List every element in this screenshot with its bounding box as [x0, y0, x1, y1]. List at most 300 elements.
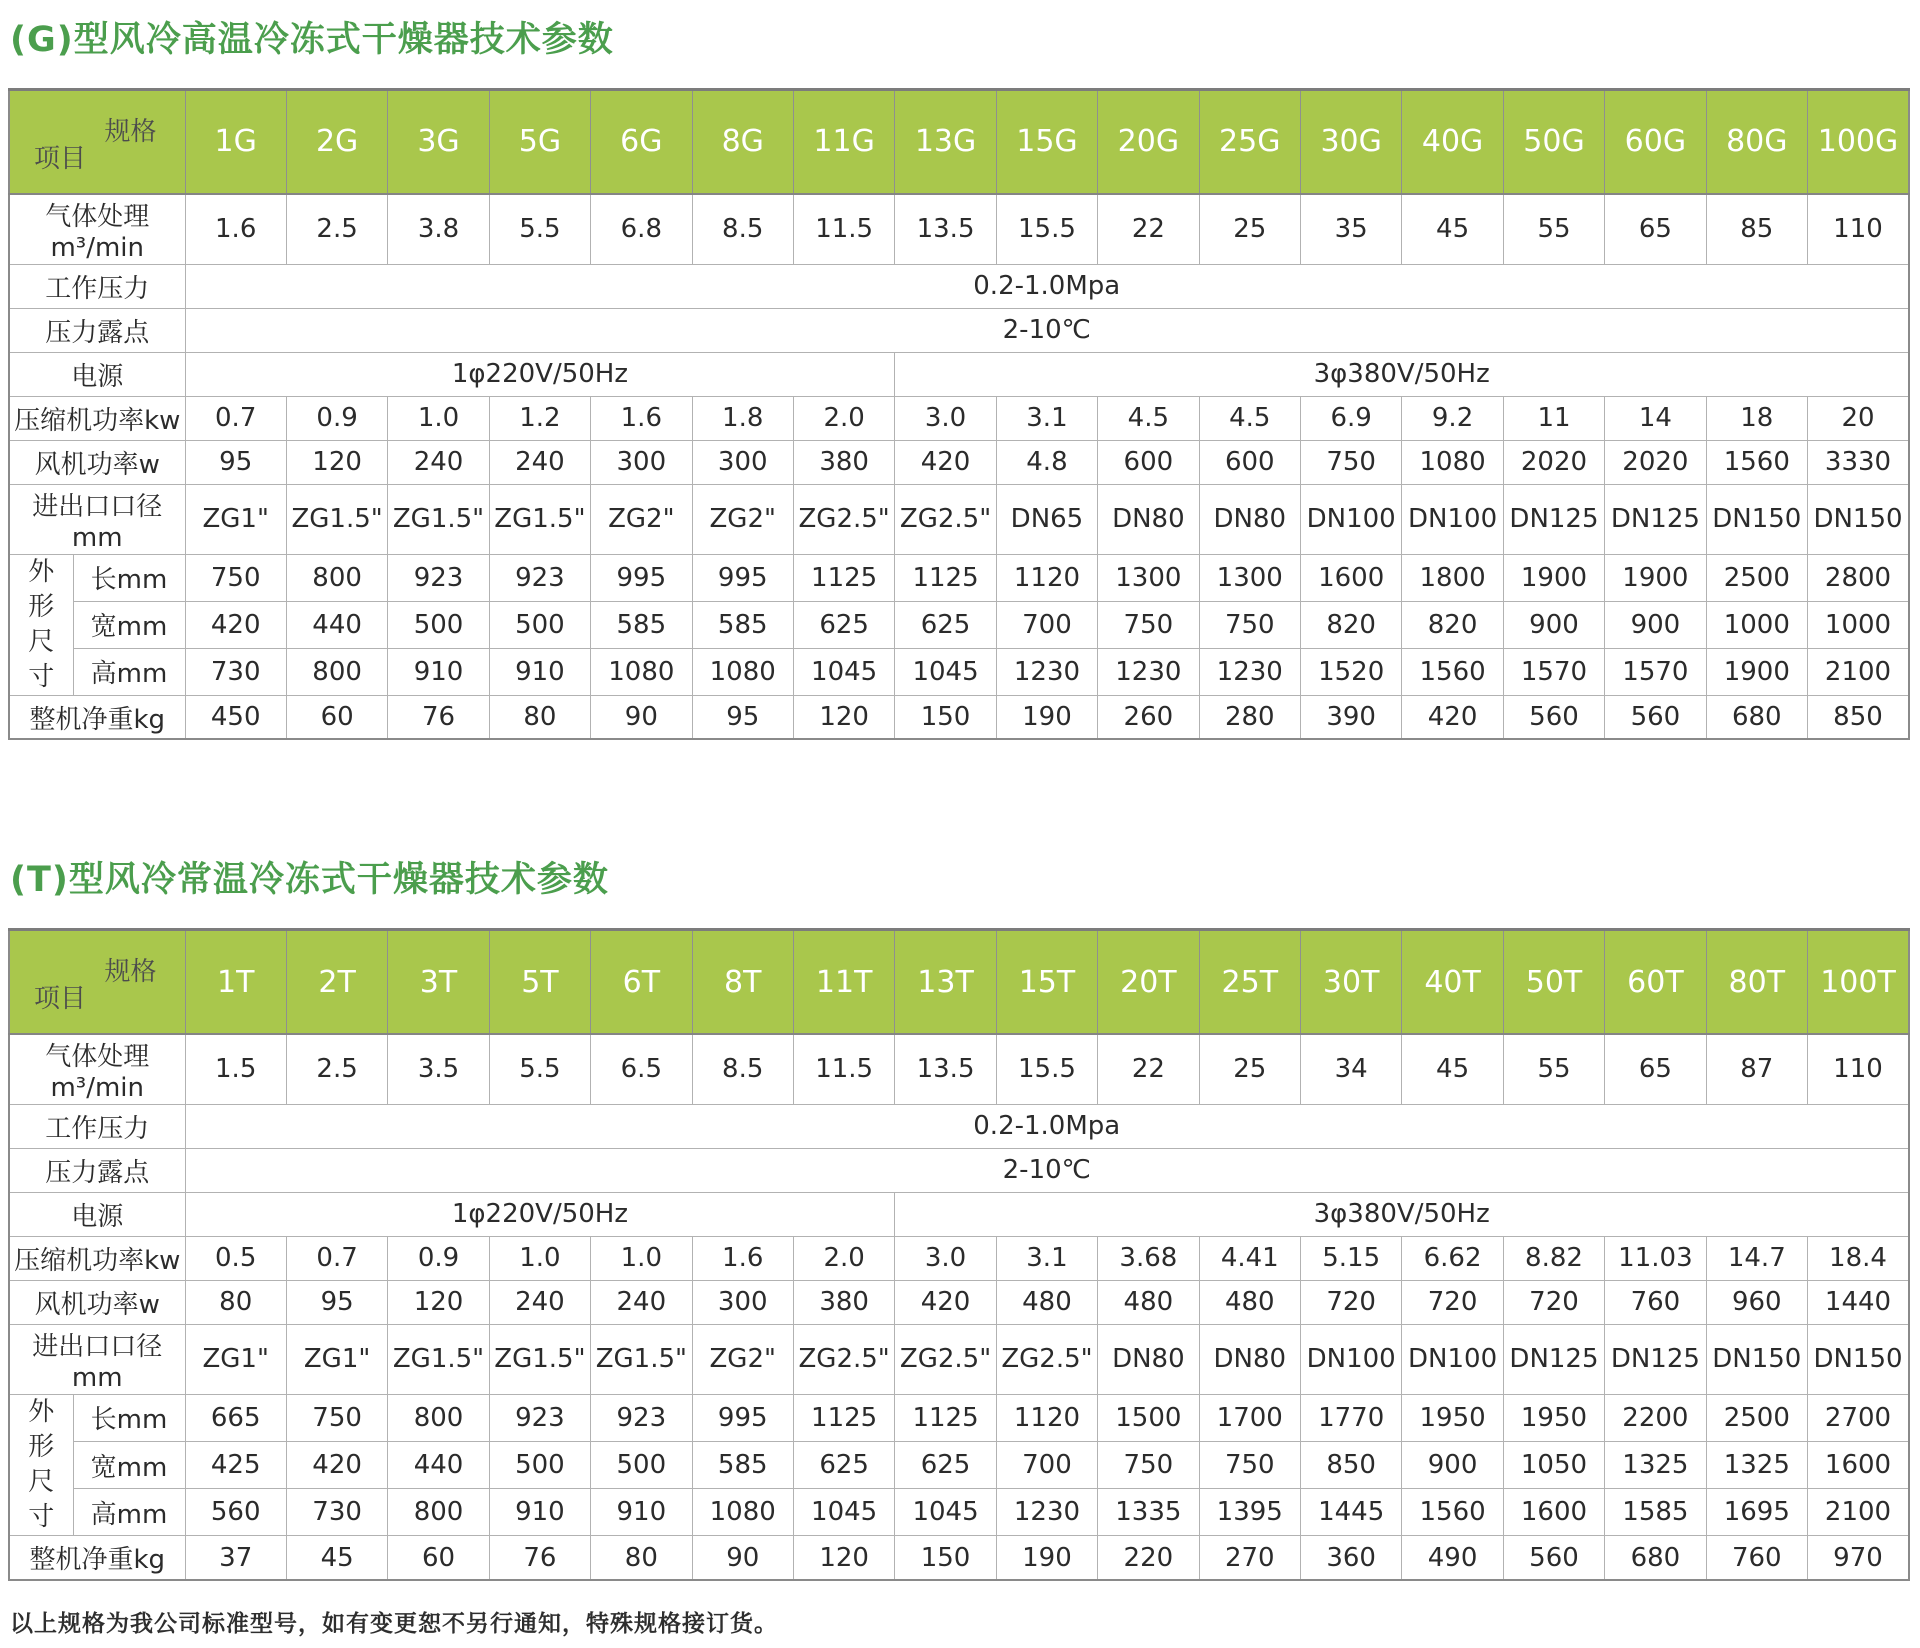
value-cell: 560 — [1605, 695, 1706, 739]
model-header: 3G — [388, 90, 489, 194]
value-cell: 110 — [1808, 194, 1910, 265]
value-cell: DN100 — [1402, 1324, 1503, 1394]
row-label: 压缩机功率kw — [9, 396, 185, 440]
value-cell: 1230 — [1199, 648, 1300, 695]
model-header: 5T — [489, 930, 590, 1034]
table-row — [9, 484, 1909, 554]
value-cell: 1560 — [1706, 440, 1807, 484]
value-cell: 5.15 — [1300, 1236, 1401, 1280]
model-header: 40G — [1402, 90, 1503, 194]
value-cell: 2020 — [1605, 440, 1706, 484]
value-cell: 1000 — [1706, 601, 1807, 648]
model-header: 2T — [286, 930, 387, 1034]
value-cell: 35 — [1300, 194, 1401, 265]
value-cell: ZG1.5" — [388, 484, 489, 554]
value-cell: 150 — [895, 1536, 996, 1580]
value-cell: 720 — [1300, 1280, 1401, 1324]
value-cell: 700 — [996, 601, 1097, 648]
value-cell: 910 — [489, 648, 590, 695]
header-row — [9, 90, 1909, 194]
model-header: 50G — [1503, 90, 1604, 194]
span-value-cell: 0.2-1.0Mpa — [185, 264, 1909, 308]
value-cell: 95 — [185, 440, 286, 484]
table-row — [9, 648, 1909, 695]
value-cell: 1125 — [793, 1394, 894, 1441]
value-cell: 585 — [692, 601, 793, 648]
value-cell: ZG2.5" — [793, 484, 894, 554]
value-cell: 8.5 — [692, 1034, 793, 1105]
value-cell: 11.5 — [793, 1034, 894, 1105]
row-label: 压力露点 — [9, 1148, 185, 1192]
value-cell: 1900 — [1503, 554, 1604, 601]
model-header: 3T — [388, 930, 489, 1034]
value-cell: 60 — [388, 1536, 489, 1580]
value-cell: 1900 — [1706, 648, 1807, 695]
value-cell: 8.82 — [1503, 1236, 1604, 1280]
value-cell: 37 — [185, 1536, 286, 1580]
value-cell: 910 — [388, 648, 489, 695]
value-cell: 995 — [692, 1394, 793, 1441]
value-cell: 1230 — [996, 1489, 1097, 1536]
value-cell: 390 — [1300, 695, 1401, 739]
model-header: 40T — [1402, 930, 1503, 1034]
value-cell: 560 — [1503, 695, 1604, 739]
value-cell: 560 — [185, 1489, 286, 1536]
value-cell: 730 — [185, 648, 286, 695]
model-header: 11T — [793, 930, 894, 1034]
split-right-cell: 3φ380V/50Hz — [895, 1192, 1909, 1236]
value-cell: 680 — [1706, 695, 1807, 739]
model-header: 25T — [1199, 930, 1300, 1034]
value-cell: 1.8 — [692, 396, 793, 440]
table-row — [9, 1442, 1909, 1489]
value-cell: 1585 — [1605, 1489, 1706, 1536]
value-cell: 0.5 — [185, 1236, 286, 1280]
value-cell: 665 — [185, 1394, 286, 1441]
value-cell: DN150 — [1706, 484, 1807, 554]
table-body — [9, 194, 1909, 740]
value-cell: DN125 — [1605, 484, 1706, 554]
value-cell: 270 — [1199, 1536, 1300, 1580]
value-cell: 820 — [1300, 601, 1401, 648]
row-label: 压缩机功率kw — [9, 1236, 185, 1280]
value-cell: 560 — [1503, 1536, 1604, 1580]
value-cell: 1125 — [895, 554, 996, 601]
value-cell: 500 — [388, 601, 489, 648]
value-cell: 1050 — [1503, 1442, 1604, 1489]
value-cell: 13.5 — [895, 194, 996, 265]
value-cell: 625 — [895, 1442, 996, 1489]
value-cell: 80 — [489, 695, 590, 739]
value-cell: 15.5 — [996, 1034, 1097, 1105]
value-cell: 380 — [793, 1280, 894, 1324]
value-cell: 1445 — [1300, 1489, 1401, 1536]
value-cell: ZG2.5" — [793, 1324, 894, 1394]
model-header: 2G — [286, 90, 387, 194]
value-cell: 60 — [286, 695, 387, 739]
row-label: 工作压力 — [9, 264, 185, 308]
value-cell: 1500 — [1098, 1394, 1199, 1441]
value-cell: 480 — [996, 1280, 1097, 1324]
value-cell: 2200 — [1605, 1394, 1706, 1441]
value-cell: 90 — [692, 1536, 793, 1580]
table-row — [9, 396, 1909, 440]
value-cell: 6.5 — [591, 1034, 692, 1105]
value-cell: 15.5 — [996, 194, 1097, 265]
model-header: 20T — [1098, 930, 1199, 1034]
value-cell: 1570 — [1503, 648, 1604, 695]
value-cell: 910 — [489, 1489, 590, 1536]
corner-label-item: 项目 — [34, 983, 87, 1014]
row-label: 风机功率w — [9, 1280, 185, 1324]
table-row — [9, 440, 1909, 484]
value-cell: DN125 — [1605, 1324, 1706, 1394]
value-cell: 750 — [1300, 440, 1401, 484]
table-row — [9, 1280, 1909, 1324]
model-header: 6G — [591, 90, 692, 194]
value-cell: 1440 — [1808, 1280, 1910, 1324]
value-cell: 730 — [286, 1489, 387, 1536]
value-cell: 18.4 — [1808, 1236, 1910, 1280]
value-cell: 240 — [388, 440, 489, 484]
value-cell: 850 — [1300, 1442, 1401, 1489]
value-cell: 300 — [692, 440, 793, 484]
spec-item-corner-cell — [9, 90, 185, 194]
value-cell: 8.5 — [692, 194, 793, 265]
model-header: 30G — [1300, 90, 1401, 194]
value-cell: 25 — [1199, 194, 1300, 265]
value-cell: 750 — [286, 1394, 387, 1441]
value-cell: 4.5 — [1098, 396, 1199, 440]
value-cell: 3.1 — [996, 1236, 1097, 1280]
table-row — [9, 1148, 1909, 1192]
model-header: 25G — [1199, 90, 1300, 194]
value-cell: ZG1" — [185, 484, 286, 554]
value-cell: 300 — [591, 440, 692, 484]
model-header: 60T — [1605, 930, 1706, 1034]
value-cell: 1520 — [1300, 648, 1401, 695]
value-cell: 3330 — [1808, 440, 1910, 484]
value-cell: 800 — [388, 1489, 489, 1536]
value-cell: 3.0 — [895, 396, 996, 440]
table-row — [9, 695, 1909, 739]
model-header: 100G — [1808, 90, 1910, 194]
value-cell: 85 — [1706, 194, 1807, 265]
table-row — [9, 601, 1909, 648]
value-cell: ZG1.5" — [591, 1324, 692, 1394]
row-label: 工作压力 — [9, 1104, 185, 1148]
value-cell: 1950 — [1402, 1394, 1503, 1441]
value-cell: 1.5 — [185, 1034, 286, 1105]
value-cell: 45 — [1402, 1034, 1503, 1105]
value-cell: 1080 — [1402, 440, 1503, 484]
model-header: 1T — [185, 930, 286, 1034]
value-cell: DN80 — [1199, 484, 1300, 554]
value-cell: 3.68 — [1098, 1236, 1199, 1280]
footer-note: 以上规格为我公司标准型号，如有变更恕不另行通知，特殊规格接订货。 — [10, 1610, 778, 1637]
value-cell: 2100 — [1808, 1489, 1910, 1536]
value-cell: ZG1" — [185, 1324, 286, 1394]
value-cell: 1325 — [1605, 1442, 1706, 1489]
value-cell: 45 — [286, 1536, 387, 1580]
model-header: 13T — [895, 930, 996, 1034]
table-row — [9, 1489, 1909, 1536]
value-cell: 750 — [1199, 1442, 1300, 1489]
value-cell: 720 — [1503, 1280, 1604, 1324]
model-header: 13G — [895, 90, 996, 194]
value-cell: 3.0 — [895, 1236, 996, 1280]
value-cell: ZG2.5" — [895, 484, 996, 554]
value-cell: 220 — [1098, 1536, 1199, 1580]
value-cell: 2700 — [1808, 1394, 1910, 1441]
value-cell: 300 — [692, 1280, 793, 1324]
split-right-cell: 3φ380V/50Hz — [895, 352, 1909, 396]
value-cell: DN125 — [1503, 1324, 1604, 1394]
value-cell: 1700 — [1199, 1394, 1300, 1441]
value-cell: 440 — [388, 1442, 489, 1489]
value-cell: 750 — [185, 554, 286, 601]
table-row — [9, 1192, 1909, 1236]
model-header: 30T — [1300, 930, 1401, 1034]
value-cell: 420 — [286, 1442, 387, 1489]
span-value-cell: 2-10℃ — [185, 308, 1909, 352]
value-cell: 910 — [591, 1489, 692, 1536]
value-cell: 11.03 — [1605, 1236, 1706, 1280]
value-cell: 480 — [1098, 1280, 1199, 1324]
value-cell: 0.7 — [286, 1236, 387, 1280]
row-sub-label: 高mm — [73, 1489, 185, 1536]
row-label: 气体处理m³/min — [9, 1034, 185, 1105]
value-cell: 1600 — [1503, 1489, 1604, 1536]
value-cell: 25 — [1199, 1034, 1300, 1105]
value-cell: 585 — [591, 601, 692, 648]
value-cell: ZG1.5" — [489, 484, 590, 554]
value-cell: 95 — [286, 1280, 387, 1324]
value-cell: 0.9 — [388, 1236, 489, 1280]
model-header: 5G — [489, 90, 590, 194]
value-cell: 1300 — [1199, 554, 1300, 601]
value-cell: 1600 — [1300, 554, 1401, 601]
value-cell: 150 — [895, 695, 996, 739]
row-label: 进出口口径mm — [9, 484, 185, 554]
value-cell: 120 — [388, 1280, 489, 1324]
table-row — [9, 1104, 1909, 1148]
value-cell: 820 — [1402, 601, 1503, 648]
value-cell: 22 — [1098, 1034, 1199, 1105]
value-cell: 1000 — [1808, 601, 1910, 648]
value-cell: ZG1" — [286, 1324, 387, 1394]
value-cell: 1.0 — [489, 1236, 590, 1280]
value-cell: 500 — [489, 601, 590, 648]
value-cell: ZG2.5" — [895, 1324, 996, 1394]
value-cell: 1335 — [1098, 1489, 1199, 1536]
value-cell: 1570 — [1605, 648, 1706, 695]
model-header: 6T — [591, 930, 692, 1034]
row-label: 进出口口径mm — [9, 1324, 185, 1394]
value-cell: 2500 — [1706, 1394, 1807, 1441]
value-cell: 2.5 — [286, 194, 387, 265]
value-cell: 970 — [1808, 1536, 1910, 1580]
row-label: 电源 — [9, 1192, 185, 1236]
value-cell: 1.6 — [591, 396, 692, 440]
value-cell: 9.2 — [1402, 396, 1503, 440]
value-cell: ZG1.5" — [388, 1324, 489, 1394]
value-cell: 923 — [489, 554, 590, 601]
model-header: 8G — [692, 90, 793, 194]
value-cell: 923 — [388, 554, 489, 601]
value-cell: 3.1 — [996, 396, 1097, 440]
header-row — [9, 930, 1909, 1034]
value-cell: 900 — [1503, 601, 1604, 648]
value-cell: 65 — [1605, 194, 1706, 265]
value-cell: DN80 — [1098, 484, 1199, 554]
value-cell: 1.0 — [591, 1236, 692, 1280]
value-cell: 95 — [692, 695, 793, 739]
value-cell: 22 — [1098, 194, 1199, 265]
value-cell: 4.41 — [1199, 1236, 1300, 1280]
value-cell: 1080 — [692, 1489, 793, 1536]
value-cell: 1045 — [793, 1489, 894, 1536]
value-cell: 425 — [185, 1442, 286, 1489]
value-cell: 13.5 — [895, 1034, 996, 1105]
value-cell: 750 — [1199, 601, 1300, 648]
table-row — [9, 352, 1909, 396]
value-cell: 2100 — [1808, 648, 1910, 695]
value-cell: 440 — [286, 601, 387, 648]
value-cell: 120 — [793, 1536, 894, 1580]
table-row — [9, 1236, 1909, 1280]
value-cell: 3.5 — [388, 1034, 489, 1105]
value-cell: 2.0 — [793, 396, 894, 440]
value-cell: ZG2" — [591, 484, 692, 554]
value-cell: ZG2" — [692, 484, 793, 554]
corner-label-spec: 规格 — [104, 957, 157, 988]
value-cell: 120 — [793, 695, 894, 739]
value-cell: 900 — [1605, 601, 1706, 648]
value-cell: 360 — [1300, 1536, 1401, 1580]
value-cell: 260 — [1098, 695, 1199, 739]
value-cell: 1395 — [1199, 1489, 1300, 1536]
value-cell: 600 — [1199, 440, 1300, 484]
value-cell: 1080 — [692, 648, 793, 695]
value-cell: 1.6 — [185, 194, 286, 265]
value-cell: 760 — [1605, 1280, 1706, 1324]
value-cell: 90 — [591, 695, 692, 739]
value-cell: 625 — [793, 601, 894, 648]
table-row — [9, 264, 1909, 308]
model-header: 15G — [996, 90, 1097, 194]
value-cell: 600 — [1098, 440, 1199, 484]
model-header: 1G — [185, 90, 286, 194]
value-cell: 14 — [1605, 396, 1706, 440]
value-cell: 76 — [489, 1536, 590, 1580]
row-group-label: 外形尺寸 — [9, 1394, 73, 1535]
value-cell: 4.8 — [996, 440, 1097, 484]
value-cell: DN150 — [1808, 484, 1910, 554]
value-cell: 18 — [1706, 396, 1807, 440]
value-cell: DN150 — [1808, 1324, 1910, 1394]
value-cell: 240 — [591, 1280, 692, 1324]
table-body — [9, 1034, 1909, 1580]
value-cell: 900 — [1402, 1442, 1503, 1489]
spec-item-corner-cell — [9, 930, 185, 1034]
value-cell: 2.0 — [793, 1236, 894, 1280]
model-header: 80G — [1706, 90, 1807, 194]
value-cell: 1325 — [1706, 1442, 1807, 1489]
value-cell: 480 — [1199, 1280, 1300, 1324]
model-header: 15T — [996, 930, 1097, 1034]
table-header — [9, 930, 1909, 1034]
value-cell: 1125 — [895, 1394, 996, 1441]
model-header: 60G — [1605, 90, 1706, 194]
value-cell: 0.7 — [185, 396, 286, 440]
value-cell: 1080 — [591, 648, 692, 695]
value-cell: 6.9 — [1300, 396, 1401, 440]
value-cell: 20 — [1808, 396, 1910, 440]
value-cell: 110 — [1808, 1034, 1910, 1105]
value-cell: 55 — [1503, 1034, 1604, 1105]
value-cell: DN125 — [1503, 484, 1604, 554]
value-cell: DN80 — [1199, 1324, 1300, 1394]
value-cell: DN65 — [996, 484, 1097, 554]
value-cell: ZG2" — [692, 1324, 793, 1394]
value-cell: 6.62 — [1402, 1236, 1503, 1280]
value-cell: 700 — [996, 1442, 1097, 1489]
row-label: 整机净重kg — [9, 1536, 185, 1580]
value-cell: 923 — [591, 1394, 692, 1441]
row-sub-label: 长mm — [73, 554, 185, 601]
value-cell: 420 — [895, 1280, 996, 1324]
value-cell: 190 — [996, 1536, 1097, 1580]
value-cell: 1600 — [1808, 1442, 1910, 1489]
value-cell: 87 — [1706, 1034, 1807, 1105]
g-type-table-title: (G)型风冷高温冷冻式干燥器技术参数 — [10, 20, 614, 60]
value-cell: 450 — [185, 695, 286, 739]
value-cell: 80 — [591, 1536, 692, 1580]
value-cell: 923 — [489, 1394, 590, 1441]
value-cell: 420 — [895, 440, 996, 484]
t-type-spec-table — [8, 928, 1910, 1580]
t-type-section — [8, 852, 1912, 1580]
value-cell: 76 — [388, 695, 489, 739]
row-label: 电源 — [9, 352, 185, 396]
value-cell: 500 — [591, 1442, 692, 1489]
value-cell: 1560 — [1402, 1489, 1503, 1536]
value-cell: 960 — [1706, 1280, 1807, 1324]
value-cell: 1300 — [1098, 554, 1199, 601]
value-cell: 380 — [793, 440, 894, 484]
value-cell: 1695 — [1706, 1489, 1807, 1536]
value-cell: 850 — [1808, 695, 1910, 739]
value-cell: 240 — [489, 1280, 590, 1324]
t-type-table-title: (T)型风冷常温冷冻式干燥器技术参数 — [10, 860, 609, 901]
value-cell: 5.5 — [489, 194, 590, 265]
value-cell: 420 — [185, 601, 286, 648]
row-label: 整机净重kg — [9, 695, 185, 739]
value-cell: 14.7 — [1706, 1236, 1807, 1280]
table-row — [9, 554, 1909, 601]
model-header: 100T — [1808, 930, 1910, 1034]
split-left-cell: 1φ220V/50Hz — [185, 352, 895, 396]
corner-label-item: 项目 — [34, 143, 87, 174]
model-header: 8T — [692, 930, 793, 1034]
value-cell: 995 — [591, 554, 692, 601]
value-cell: 80 — [185, 1280, 286, 1324]
value-cell: DN100 — [1300, 1324, 1401, 1394]
row-sub-label: 宽mm — [73, 601, 185, 648]
table-row — [9, 1536, 1909, 1580]
value-cell: 1950 — [1503, 1394, 1604, 1441]
